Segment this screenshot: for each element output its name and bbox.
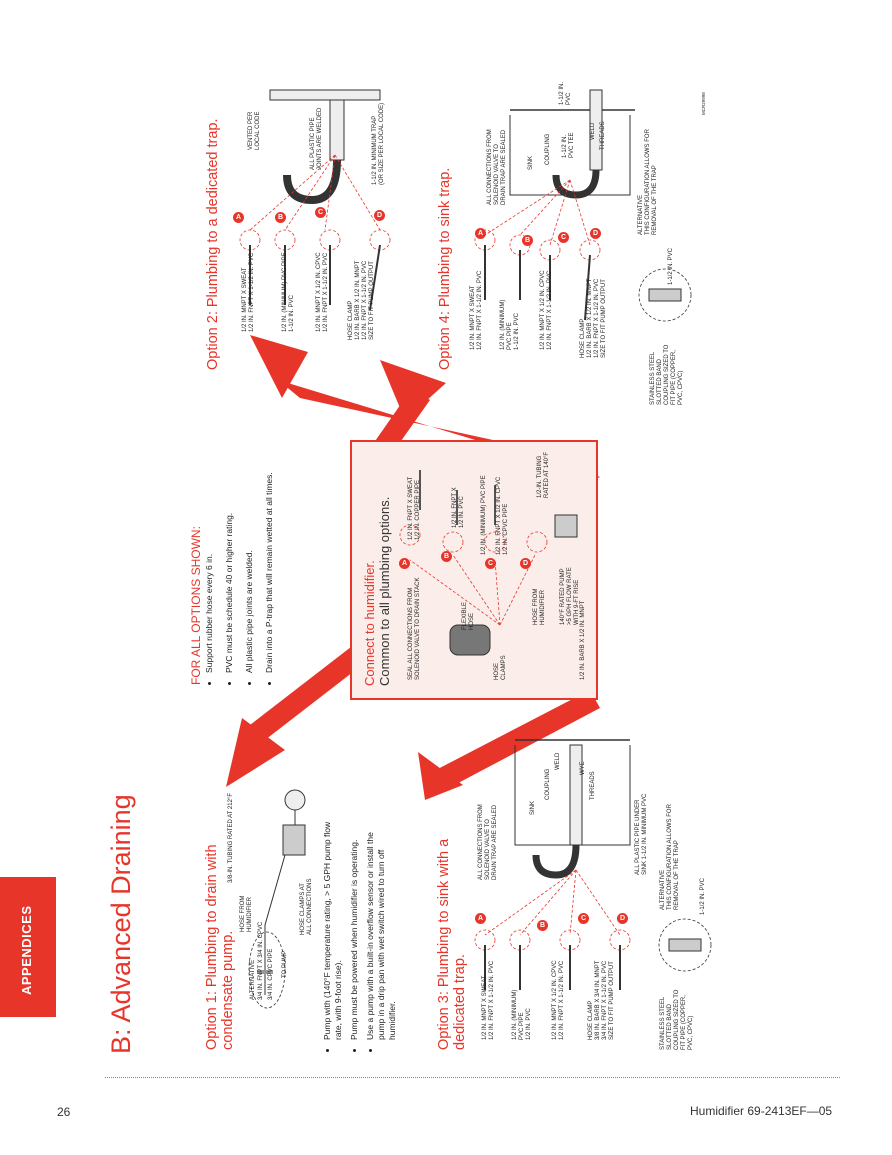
center-label-seal: SEAL ALL CONNECTIONS FROM SOLENOID VALVE TO DRAIN STACK <box>408 577 421 680</box>
option3-seal-label: ALL CONNECTIONS FROM SOLENOID VALVE TO DRAIN TRAP ARE SEALED <box>478 804 498 880</box>
option3-alt-detail <box>655 915 715 975</box>
option3-title <box>436 839 468 1050</box>
option3-sink-label: SINK <box>530 800 536 815</box>
center-label-pump: 140°F RATED PUMP >5 GPH FLOW RATE WITH 9-FT RISE <box>560 567 580 625</box>
option3-coupling-label: COUPLING <box>545 768 551 800</box>
badge-d: D <box>590 228 601 239</box>
appendices-tab-label: APPENDICES <box>19 905 34 995</box>
center-label-b: 1/2 IN. FNPT X 1/2 IN. PVC <box>452 487 465 528</box>
doc-reference: Humidifier 69-2413EF—05 <box>690 1104 833 1118</box>
option4-threads-label: THREADS <box>600 121 606 150</box>
option3-weld-label: WELD <box>555 752 561 770</box>
badge-b: B <box>522 235 533 246</box>
center-label-barb: 1/2 IN. BARB X 1/2 IN. MNPT <box>580 600 586 680</box>
option3-wye-label: WYE <box>580 761 586 775</box>
all-options-bullet: • All plastic pipe joints are welded. <box>244 472 255 673</box>
option1-bullet: • Use a pump with a built-in overflow sensor or install the pump in a drip pan with wet switch wired to turn off humidifier. <box>365 810 398 1040</box>
badge-c: C <box>558 232 569 243</box>
option1-fnpt-label: 3/4 IN. FNPT X 3/4 IN. CPVC <box>258 921 264 1000</box>
badge-d: D <box>520 558 531 569</box>
badge-a: A <box>475 228 486 239</box>
option3-threads-label: THREADS <box>590 771 596 800</box>
option3-label-c: 1/2 IN. MNPT X 1/2 IN. CPVC 1/2 IN. FNPT X 1-1/2 IN. PVC <box>552 960 565 1040</box>
option2-label-d: HOSE CLAMP 1/2 IN. BARB X 1/2 IN. MNPT 1/2 IN. FNPT X 1-1/2 IN. PVC SIZE TO FIT PUMP OUTPUT <box>348 260 375 340</box>
option4-band-label: STAINLESS STEEL SLOTTED BAND COUPLING SIZED TO FIT PIPE (COPPER, PVC, CPVC) <box>650 344 684 405</box>
pump-icon <box>283 825 305 855</box>
option1-cpvc-label: 3/4 IN. CPVC PIPE <box>268 948 274 1000</box>
option1-bullet: • Pump must be powered when humidifier is operating. <box>349 810 360 1040</box>
vent-pipe <box>270 90 380 100</box>
option1-title-line2: condensate pump. <box>220 930 236 1050</box>
center-title-line1: Connect to humidifier. <box>362 560 377 686</box>
option3-pvc-label: 1-1/2 IN. PVC <box>700 877 706 915</box>
pump-icon <box>555 515 577 537</box>
option1-alternative-label: ALTERNATIVE <box>250 959 256 1000</box>
option4-title: Option 4: Plumbing to sink trap. <box>437 167 453 370</box>
option1-hose-clamps-label: HOSE CLAMPS AT ALL CONNECTIONS <box>300 878 313 935</box>
option2-label-a: 1/2 IN. MNPT X SWEAT 1/2 IN. FNPT X 1-1/2 IN. PVC <box>242 252 255 332</box>
option4-sink-label: SINK <box>528 155 534 170</box>
option1-bullet: • Pump with (140°F temperature rating, > 5 GPH pump flow rate, with 9-foot rise). <box>322 810 344 1040</box>
sink-trap <box>536 845 576 875</box>
option2-vented-label: VENTED PER LOCAL CODE <box>248 111 261 150</box>
option4-code-label: MCR29998 <box>701 92 706 115</box>
option3-label-a: 1/2 IN. MNPT X SWEAT 1/2 IN. FNPT X 1-1/2 IN. PVC <box>482 960 495 1040</box>
option2-joints-label: ALL PLASTIC PIPE JOINTS ARE WELDED <box>310 107 323 170</box>
option4-diagram <box>470 85 645 335</box>
center-label-a: 1/2 IN. FNPT X SWEAT 1/2 IN. COPPER PIPE <box>408 476 421 540</box>
badge-a: A <box>233 212 244 223</box>
sink-trap <box>556 170 596 195</box>
badge-a: A <box>399 558 410 569</box>
option4-alt-detail <box>635 265 695 325</box>
drain-icon <box>285 790 305 810</box>
option1-bullets <box>322 810 403 1050</box>
option2-label-c: 1/2 IN. MNPT X 1/2 IN. CPVC 1/2 IN. FNPT X 1-1/2 IN. PVC <box>316 252 329 332</box>
center-title <box>362 497 392 686</box>
badge-c: C <box>578 913 589 924</box>
option4-pvc-label: 1-1/2 IN. PVC <box>668 247 674 285</box>
option1-hose-from-label: HOSE FROM HUMIDIFIER <box>240 895 253 932</box>
option3-band-label: STAINLESS STEEL SLOTTED BAND COUPLING SIZED TO FIT PIPE (COPPER, PVC, CPVC) <box>660 989 694 1050</box>
page-number: 26 <box>57 1105 71 1119</box>
option4-label-d: HOSE CLAMP 1/2 IN. BARB X 1/2 IN. MNPT 1/2 IN. FNPT X 1-1/2 IN. PVC SIZE TO FIT PUMP OUTPUT <box>580 278 607 358</box>
badge-c: C <box>315 207 326 218</box>
center-label-hose-clamps: HOSE CLAMPS <box>494 655 507 680</box>
option3-title-line2: dedicated trap. <box>452 954 468 1050</box>
option3-title-line1: Option 3: Plumbing to sink with a <box>436 838 452 1050</box>
footer-divider <box>105 1077 840 1078</box>
center-label-hose-from: HOSE FROM HUMIDIFIER <box>533 588 546 625</box>
all-options-bullets <box>204 472 280 683</box>
option4-pvc-tee-label: 1-1/2 IN. PVC TEE <box>562 132 575 158</box>
page-title: B: Advanced Draining <box>106 794 136 1054</box>
option4-label-b: 1/2 IN. (MINIMUM) PVC PIPE 1-1/2 IN. PVC <box>500 299 520 350</box>
badge-b: B <box>441 551 452 562</box>
option3-label-d: HOSE CLAMP 3/8 IN. BARB X 3/4 IN. MNPT 3/4 IN. FNPT X 1-1/2 IN. PVC SIZE TO FIT PUMP OUTPUT <box>588 960 615 1040</box>
all-options-bullet: • Support rubber hose every 6 in. <box>204 472 215 673</box>
option1-title-line1: Option 1: Plumbing to drain with <box>204 844 220 1050</box>
option4-seal-label: ALL CONNECTIONS FROM SOLENOID VALVE TO DRAIN TRAP ARE SEALED <box>487 129 507 205</box>
option2-label-b: 1/2 IN. (MINIMUM) PVC PIPE 1-1/2 IN. PVC <box>282 252 295 332</box>
badge-b: B <box>275 212 286 223</box>
option2-title: Option 2: Plumbing to a dedicated trap. <box>205 118 221 370</box>
center-title-line2: Common to all plumbing options. <box>377 496 392 686</box>
option4-label-a: 1/2 IN. MNPT X SWEAT 1/2 IN. FNPT X 1-1/2 IN. PVC <box>470 270 483 350</box>
center-label-b2: 1/2 IN. (MINIMUM) PVC PIPE <box>481 475 487 555</box>
option1-tubing-label: 3/8-IN. TUBING RATED AT 212°F <box>228 793 234 883</box>
badge-b: B <box>537 920 548 931</box>
option4-weld-label: WELD <box>590 122 596 140</box>
center-label-c: 1/2 IN. FNPT X 1/2 IN. CPVC 1/2 IN. CPVC PIPE <box>496 476 509 555</box>
option3-under-sink-label: ALL PLASTIC PIPE UNDER SINK 1-1/2 IN. MINIMUM PVC <box>635 793 648 875</box>
option4-coupling-label: COUPLING <box>545 133 551 165</box>
option4-alternative-label: ALTERNATIVE THIS CONFIGURATION ALLOWS FOR REMOVAL OF THE TRAP <box>638 129 658 235</box>
all-options-bullet: • Drain into a P-trap that will remain wetted at all times. <box>264 472 275 673</box>
all-options-title: FOR ALL OPTIONS SHOWN: <box>189 526 203 685</box>
badge-c: C <box>485 558 496 569</box>
option4-label-c: 1/2 IN. MNPT X 1/2 IN. CPVC 1/2 IN. FNPT X 1-1/2 IN. PVC <box>540 270 553 350</box>
all-options-bullet: • PVC must be schedule 40 or higher rating. <box>224 472 235 673</box>
badge-d: D <box>617 913 628 924</box>
option2-trap-label: 1-1/2 IN. MINIMUM TRAP (OR SIZE PER LOCAL CODE) <box>372 102 385 185</box>
center-label-d: 1/2-IN. TUBING RATED AT 140°F <box>537 451 550 498</box>
option3-label-b: 1/2 IN. (MINIMUM) PVC PIPE 1/2 IN. PVC <box>512 989 532 1040</box>
option4-pvc-top-label: 1-1/2 IN. PVC <box>559 81 572 105</box>
center-label-flexible: FLEXIBLE HOSE <box>462 601 475 630</box>
option1-to-pump-label: TO PUMP <box>282 950 288 978</box>
option3-alternative-label: ALTERNATIVE THIS CONFIGURATION ALLOWS FOR REMOVAL OF THE TRAP <box>660 804 680 910</box>
badge-a: A <box>475 913 486 924</box>
badge-d: D <box>374 210 385 221</box>
